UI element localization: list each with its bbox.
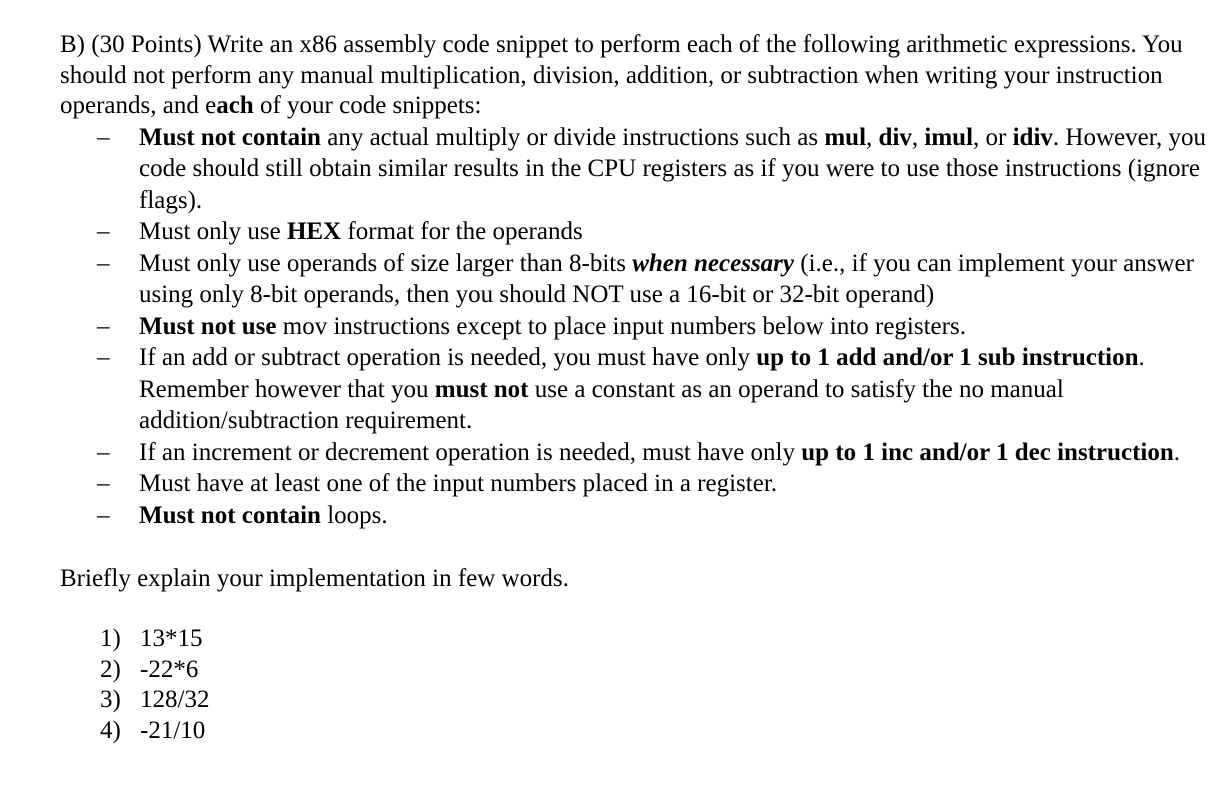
rule-text: If an increment or decrement operation is needed, must have only bbox=[139, 438, 802, 466]
requirements-list bbox=[60, 122, 1210, 532]
intro-paragraph bbox=[60, 30, 1210, 122]
intro-emphasis: ach bbox=[216, 92, 254, 119]
bullet-dash: – bbox=[97, 344, 110, 371]
rule-text: mov instructions except to place input numbers below into registers. bbox=[276, 312, 966, 340]
rule-text: Must have at least one of the input numbers placed in a register. bbox=[139, 470, 778, 497]
requirement-no-mul-div bbox=[60, 122, 1210, 217]
problem-item bbox=[60, 685, 1210, 716]
problem-item bbox=[60, 716, 1210, 747]
instr-div: div bbox=[878, 123, 912, 151]
rule-text: , or bbox=[973, 123, 1013, 151]
rule-text: . bbox=[1173, 438, 1181, 466]
rule-bold: Must not use bbox=[139, 312, 277, 340]
requirement-no-loops bbox=[60, 500, 1210, 532]
rule-text: any actual multiply or divide instructions such as bbox=[320, 123, 825, 151]
rule-bold: up to 1 add and/or 1 sub instruction bbox=[756, 344, 1139, 371]
bullet-dash: – bbox=[97, 123, 110, 151]
bullet-dash: – bbox=[97, 249, 110, 277]
instr-idiv: idiv bbox=[1012, 123, 1053, 151]
rule-bold: must not bbox=[434, 375, 529, 403]
rule-text: Must only use bbox=[139, 218, 287, 245]
rule-bold: HEX bbox=[286, 218, 342, 245]
requirement-add-sub bbox=[60, 342, 1210, 437]
bullet-dash: – bbox=[97, 218, 110, 245]
rule-bold: up to 1 inc and/or 1 dec instruction bbox=[801, 438, 1174, 466]
problem-expression: -22*6 bbox=[140, 655, 199, 683]
explain-instruction: Briefly explain your implementation in few words. bbox=[60, 565, 569, 592]
bullet-dash: – bbox=[97, 501, 110, 529]
rule-text: (i.e., if you can implement your answer using only 8-bit operands, then you should NOT use a 16-bit or 32-bit operand) bbox=[139, 249, 1194, 308]
rule-bold: Must not contain bbox=[139, 501, 321, 529]
problem-number: 2) bbox=[100, 655, 121, 683]
rule-text: , bbox=[911, 123, 925, 151]
rule-text: . Remember however that you bbox=[139, 344, 1145, 403]
instr-imul: imul bbox=[924, 123, 974, 151]
problem-expression: 13*15 bbox=[140, 625, 203, 652]
rule-text: If an add or subtract operation is needed, you must have only bbox=[139, 344, 757, 371]
requirement-inc-dec bbox=[60, 437, 1210, 469]
bullet-dash: – bbox=[97, 470, 110, 497]
rule-text: format for the operands bbox=[341, 218, 583, 245]
problem-item bbox=[60, 624, 1210, 655]
rule-text: Must only use operands of size larger than 8-bits bbox=[139, 249, 633, 277]
problem-list bbox=[60, 624, 1210, 746]
rule-text: loops. bbox=[320, 501, 388, 529]
problem-expression: -21/10 bbox=[140, 716, 206, 744]
problem-number: 1) bbox=[100, 625, 121, 652]
requirement-hex bbox=[60, 216, 1210, 248]
intro-text: B) (30 Points) Write an x86 assembly code snippet to perform each of the following arithmetic expressions. You should not perform any manual multiplication, division, addition, or subtraction when writing your instruction operands, and e bbox=[60, 31, 1183, 119]
rule-text: use a constant as an operand to satisfy the no manual addition/subtraction requirement. bbox=[139, 375, 1064, 434]
instr-mul: mul bbox=[824, 123, 867, 151]
bullet-dash: – bbox=[97, 312, 110, 340]
rule-bold-italic: when necessary bbox=[632, 249, 795, 277]
requirement-operand-size bbox=[60, 248, 1210, 311]
problem-item bbox=[60, 655, 1210, 686]
document bbox=[60, 30, 1210, 746]
rule-text: . However, you code should still obtain similar results in the CPU registers as if you were to use those instructions (ignore flags). bbox=[139, 123, 1207, 214]
problem-expression: 128/32 bbox=[140, 686, 210, 713]
requirement-no-mov bbox=[60, 311, 1210, 343]
requirement-register bbox=[60, 468, 1210, 500]
rule-text: , bbox=[866, 123, 879, 151]
rule-bold: Must not contain bbox=[139, 123, 321, 151]
bullet-dash: – bbox=[97, 438, 110, 466]
problem-number: 3) bbox=[100, 686, 121, 713]
problem-number: 4) bbox=[100, 716, 121, 744]
intro-text-end: of your code snippets: bbox=[253, 92, 482, 119]
